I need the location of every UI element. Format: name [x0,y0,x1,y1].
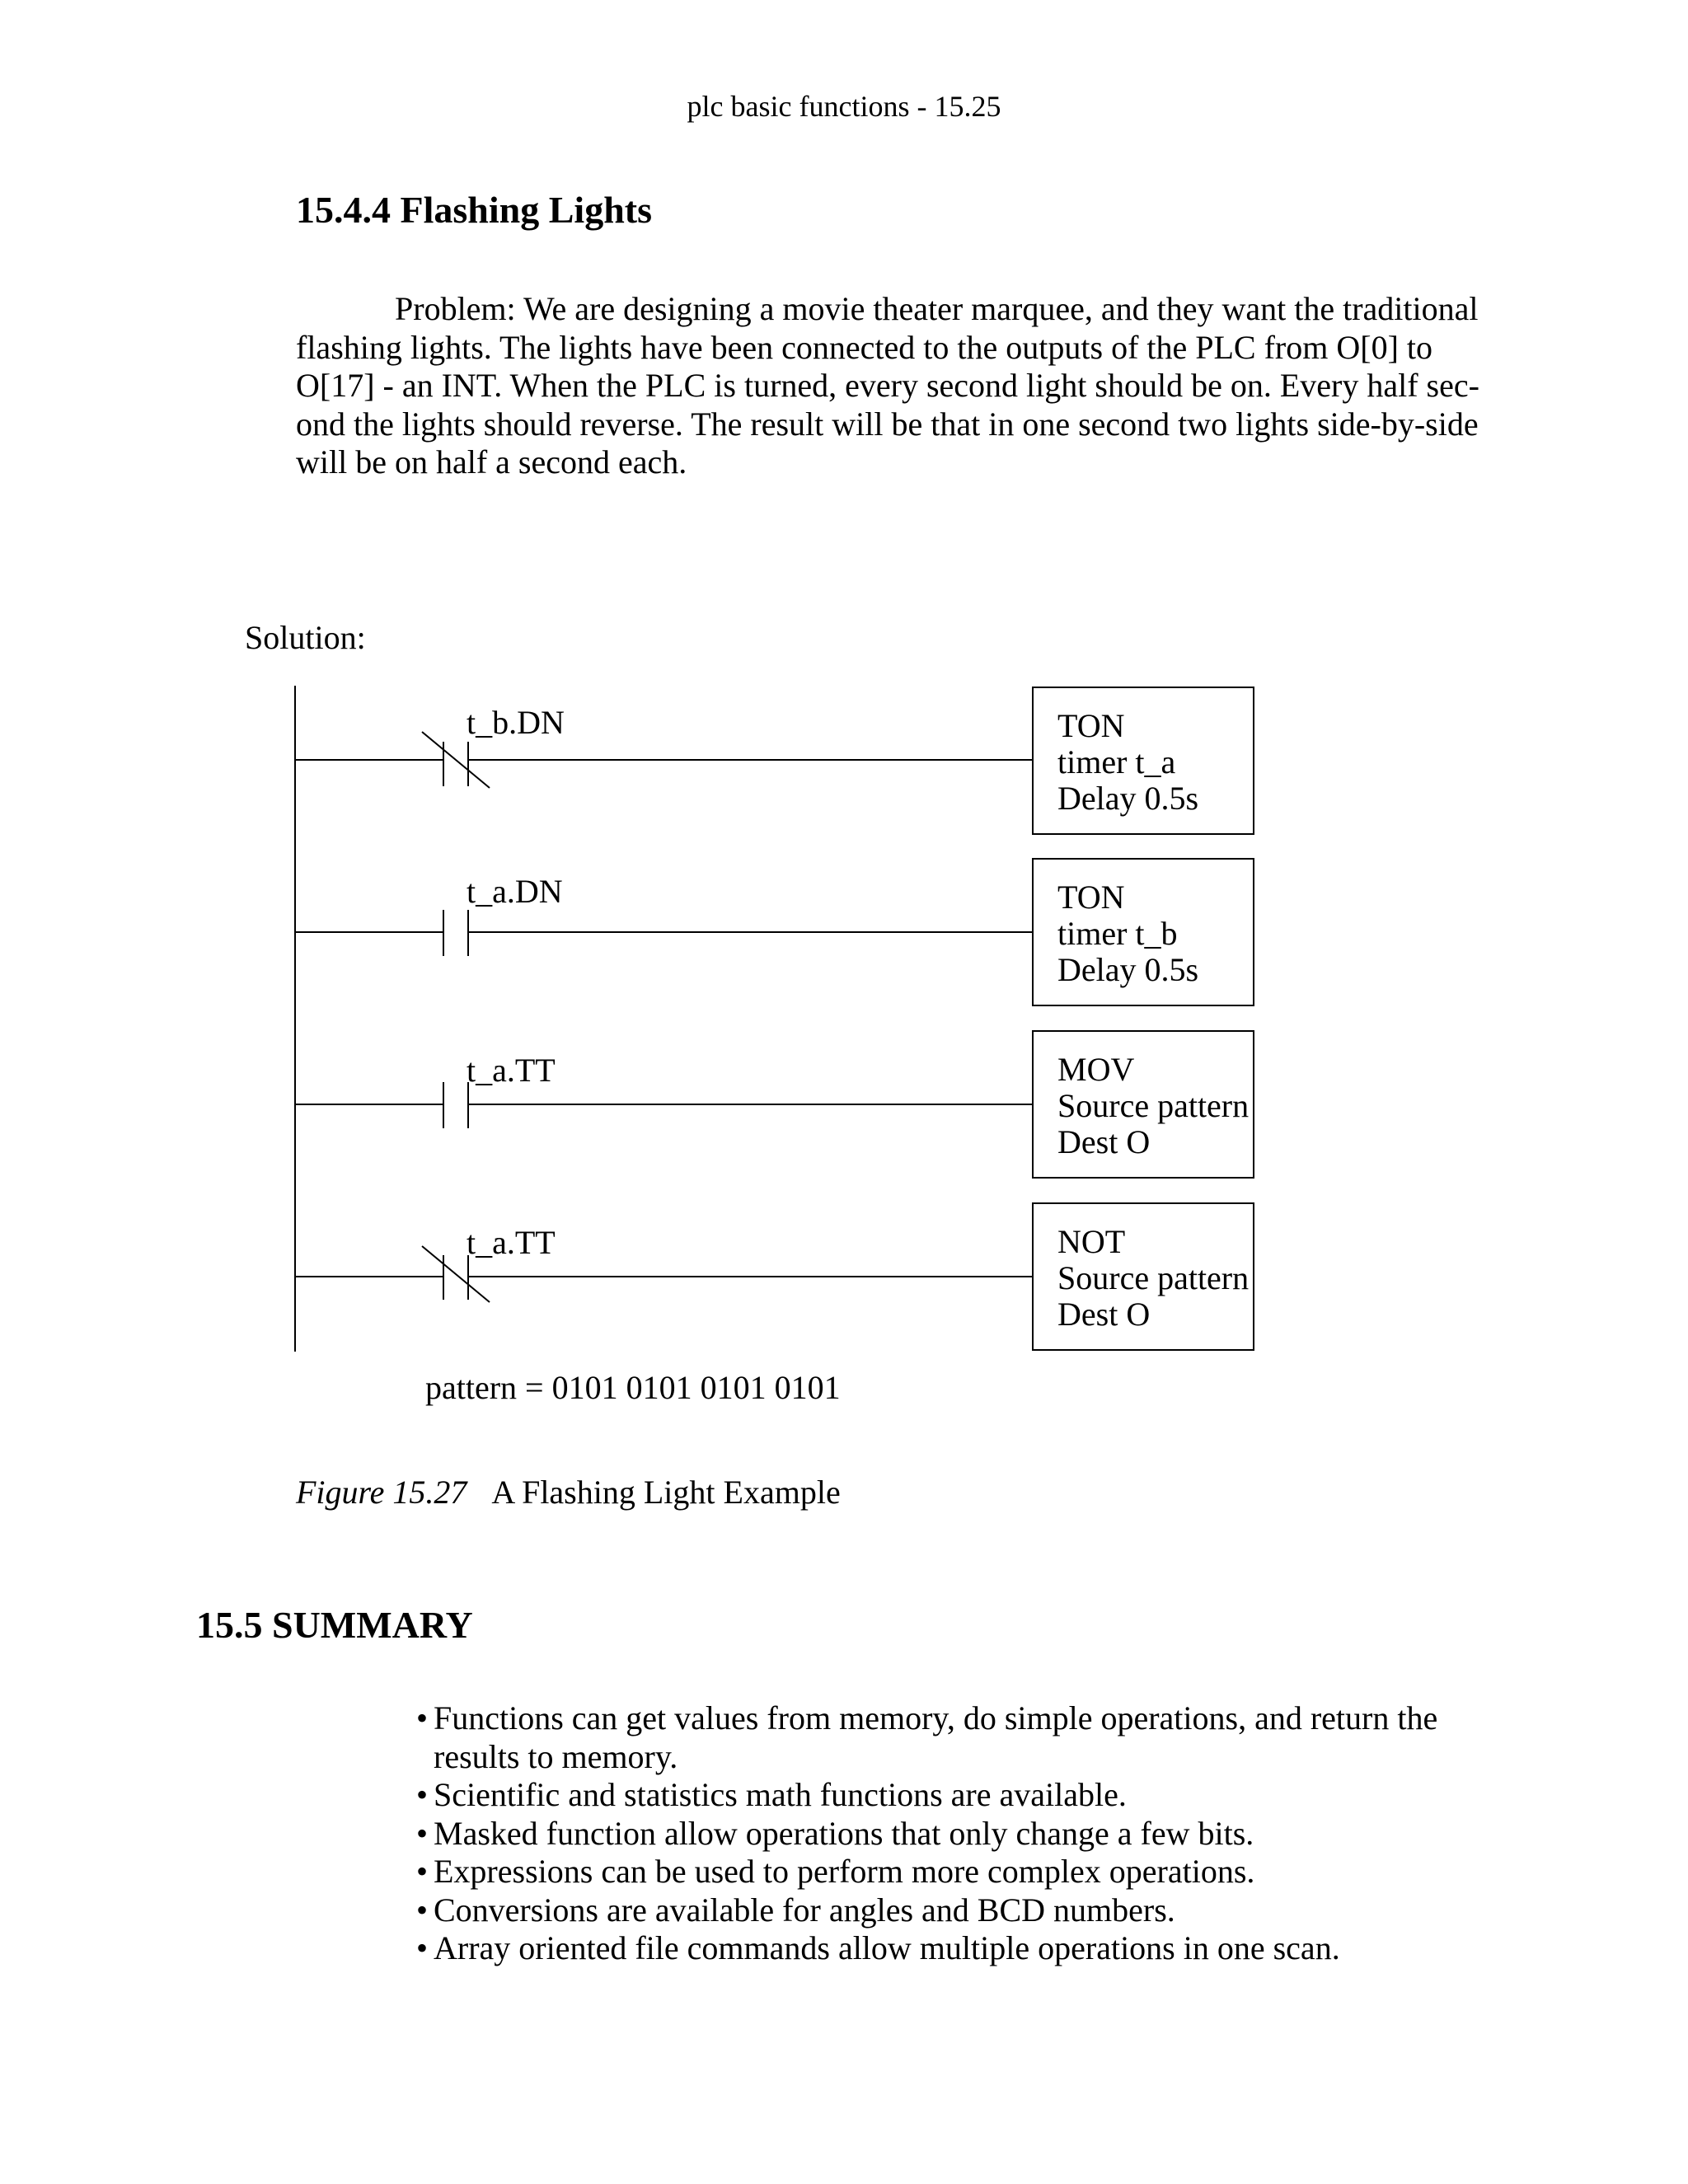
problem-line: Problem: We are designing a movie theater marquee, and they want the traditional [395,290,1479,327]
problem-line: flashing lights. The lights have been connected to the outputs of the PLC from O[0] to [296,328,1433,366]
block-line: timer t_b [1057,915,1178,952]
block-line: MOV [1057,1051,1135,1088]
summary-item: • Functions can get values from memory, do simple operations, and return the results to memory. [394,1699,1465,1776]
block-line: Delay 0.5s [1057,780,1199,817]
figure-caption [296,1473,841,1511]
rung [295,859,1254,1005]
running-header: plc basic functions - 15.25 [687,90,1001,123]
block-line: timer t_a [1057,743,1176,780]
rung [295,1031,1254,1178]
summary-item: • Expressions can be used to perform more complex operations. [394,1853,1465,1891]
section-heading: 15.4.4 Flashing Lights [296,189,652,231]
figure-title: A Flashing Light Example [491,1474,841,1511]
summary-item: • Scientific and statistics math functions are available. [394,1776,1465,1815]
normally-open-contact [443,910,468,956]
normally-open-contact [443,1082,468,1128]
block-line: TON [1057,707,1125,744]
summary-item: • Conversions are available for angles and BCD numbers. [394,1891,1465,1930]
pattern-note: pattern = 0101 0101 0101 0101 [425,1369,841,1406]
rung [295,687,1254,834]
block-line: NOT [1057,1223,1126,1260]
problem-line: O[17] - an INT. When the PLC is turned, every second light should be on. Every half sec- [296,367,1479,404]
problem-line: ond the lights should reverse. The result will be that in one second two lights side-by-side [296,405,1479,443]
rung [295,1203,1254,1350]
summary-list [394,1699,1465,1968]
block-line: Source pattern [1057,1259,1250,1296]
contact-label: t_a.DN [467,873,563,910]
contact-label: t_a.TT [467,1052,556,1089]
summary-item: • Masked function allow operations that only change a few bits. [394,1815,1465,1854]
block-line: TON [1057,879,1125,916]
solution-label: Solution: [245,619,366,656]
contact-label: t_b.DN [467,704,565,741]
block-line: Source pattern [1057,1087,1250,1124]
block-line: Dest O [1057,1296,1151,1333]
summary-heading: 15.5 SUMMARY [196,1604,473,1646]
summary-item: • Array oriented file commands allow multiple operations in one scan. [394,1929,1465,1968]
figure-label: Figure 15.27 [296,1474,467,1511]
problem-line: will be on half a second each. [296,443,687,480]
contact-label: t_a.TT [467,1224,556,1261]
block-line: Dest O [1057,1123,1151,1160]
block-line: Delay 0.5s [1057,951,1199,988]
